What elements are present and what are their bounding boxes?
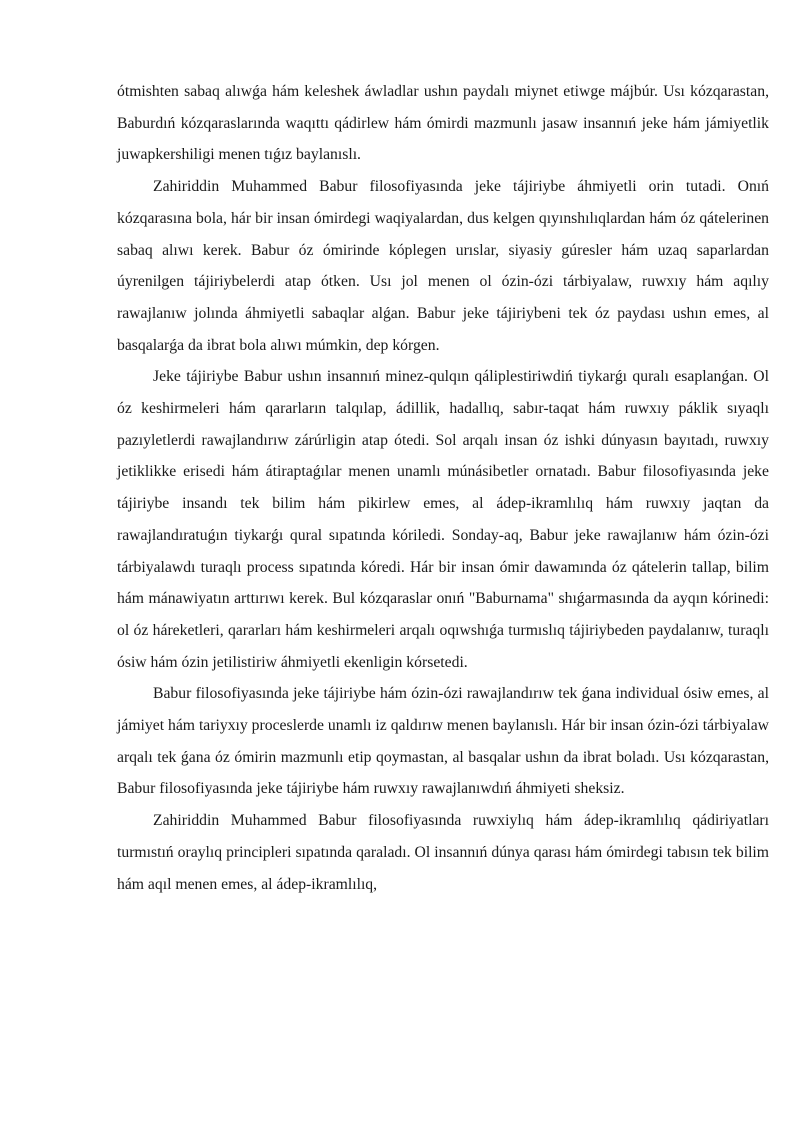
paragraph-character-formation: Jeke tájiriybe Babur ushın insannıń minez-qulqın qáliplestiriwdiń tiykarǵı quralı esaplanǵan. Ol óz keshirmeleri hám qararların talqılap, ádillik, hadallıq, sabır-taqat hám ruwxıy páklik sıyaqlı pazıyletlerdi rawajlandırıw zárúrligin atap ótedi. Sol arqalı insan óz ishki dúnyasın bayıtadı, ruwxıy jetiklikke erisedi hám átiraptaǵılar menen unamlı múnásibetler ornatadı. Babur filosofiyasında jeke tájiriybe insandı tek bilim hám pikirlew emes, al ádep-ikramlılıq hám ruwxıy jaqtan da rawajlandıratuǵın tiykarǵı qural sıpatında kóriledi. Sonday-aq, Babur jeke rawajlanıw hám ózin-ózi tárbiyalawdı turaqlı process sıpatında kóredi. Hár bir insan ómir dawamında óz qátelerin tallap, bilim hám mánawiyatın arttırıwı kerek. Bul kózqaraslar onıń "Baburnama" shıǵarmasında da ayqın kórinedi: ol óz háreketleri, qararları hám keshirmeleri arqalı oqıwshıǵa turmıslıq tájiriybeden paydalanıw, turaqlı ósiw hám ózin jetilistiriw áhmiyetli ekenligin kórsetedi.	[117, 368, 769, 671]
document-body	[117, 76, 769, 900]
paragraph-continuation: ótmishten sabaq alıwǵa hám keleshek áwladlar ushın paydalı miynet etiwge májbúr. Usı kózqarastan, Baburdıń kózqaraslarında waqıttı qádirlew hám ómirdi mazmunlı jasaw insannıń jeke hám jámiyetlik juwapkershiligi menen tıǵız baylanıslı.	[117, 83, 769, 164]
paragraph-spirituality: Zahiriddin Muhammed Babur filosofiyasında ruwxiylıq hám ádep-ikramlılıq qádiriyatları turmıstıń oraylıq principleri sıpatında qaraladı. Ol insannıń dúnya qarası hám ómirdegi tabısın tek bilim hám aqıl menen emes, al ádep-ikramlılıq,	[117, 812, 769, 893]
paragraph-self-development: Babur filosofiyasında jeke tájiriybe hám ózin-ózi rawajlandırıw tek ǵana individual ósiw emes, al jámiyet hám tariyxıy proceslerde unamlı iz qaldırıw menen baylanıslı. Hár bir insan ózin-ózi tárbiyalaw arqalı tek ǵana óz ómirin mazmunlı etip qoymastan, al basqalar ushın da ibrat boladı. Usı kózqarastan, Babur filosofiyasında jeke tájiriybe hám ruwxıy rawajlanıwdıń áhmiyeti sheksiz.	[117, 685, 769, 798]
paragraph-personal-experience: Zahiriddin Muhammed Babur filosofiyasında jeke tájiriybe áhmiyetli orin tutadi. Onıń kózqarasına bola, hár bir insan ómirdegi waqiyalardan, dus kelgen qıyınshılıqlardan hám óz qátelerinen sabaq alıwı kerek. Babur óz ómirinde kóplegen urıslar, siyasiy gúresler hám uzaq saparlardan úyrenilgen tájiriybelerdi atap ótken. Usı jol menen ol ózin-ózi tárbiyalaw, ruwxıy hám aqılıy rawajlanıw jolında áhmiyetli sabaqlar alǵan. Babur jeke tájiriybeni tek óz paydası ushın emes, al basqalarǵa da ibrat bola alıwı múmkin, dep kórgen.	[117, 178, 769, 354]
